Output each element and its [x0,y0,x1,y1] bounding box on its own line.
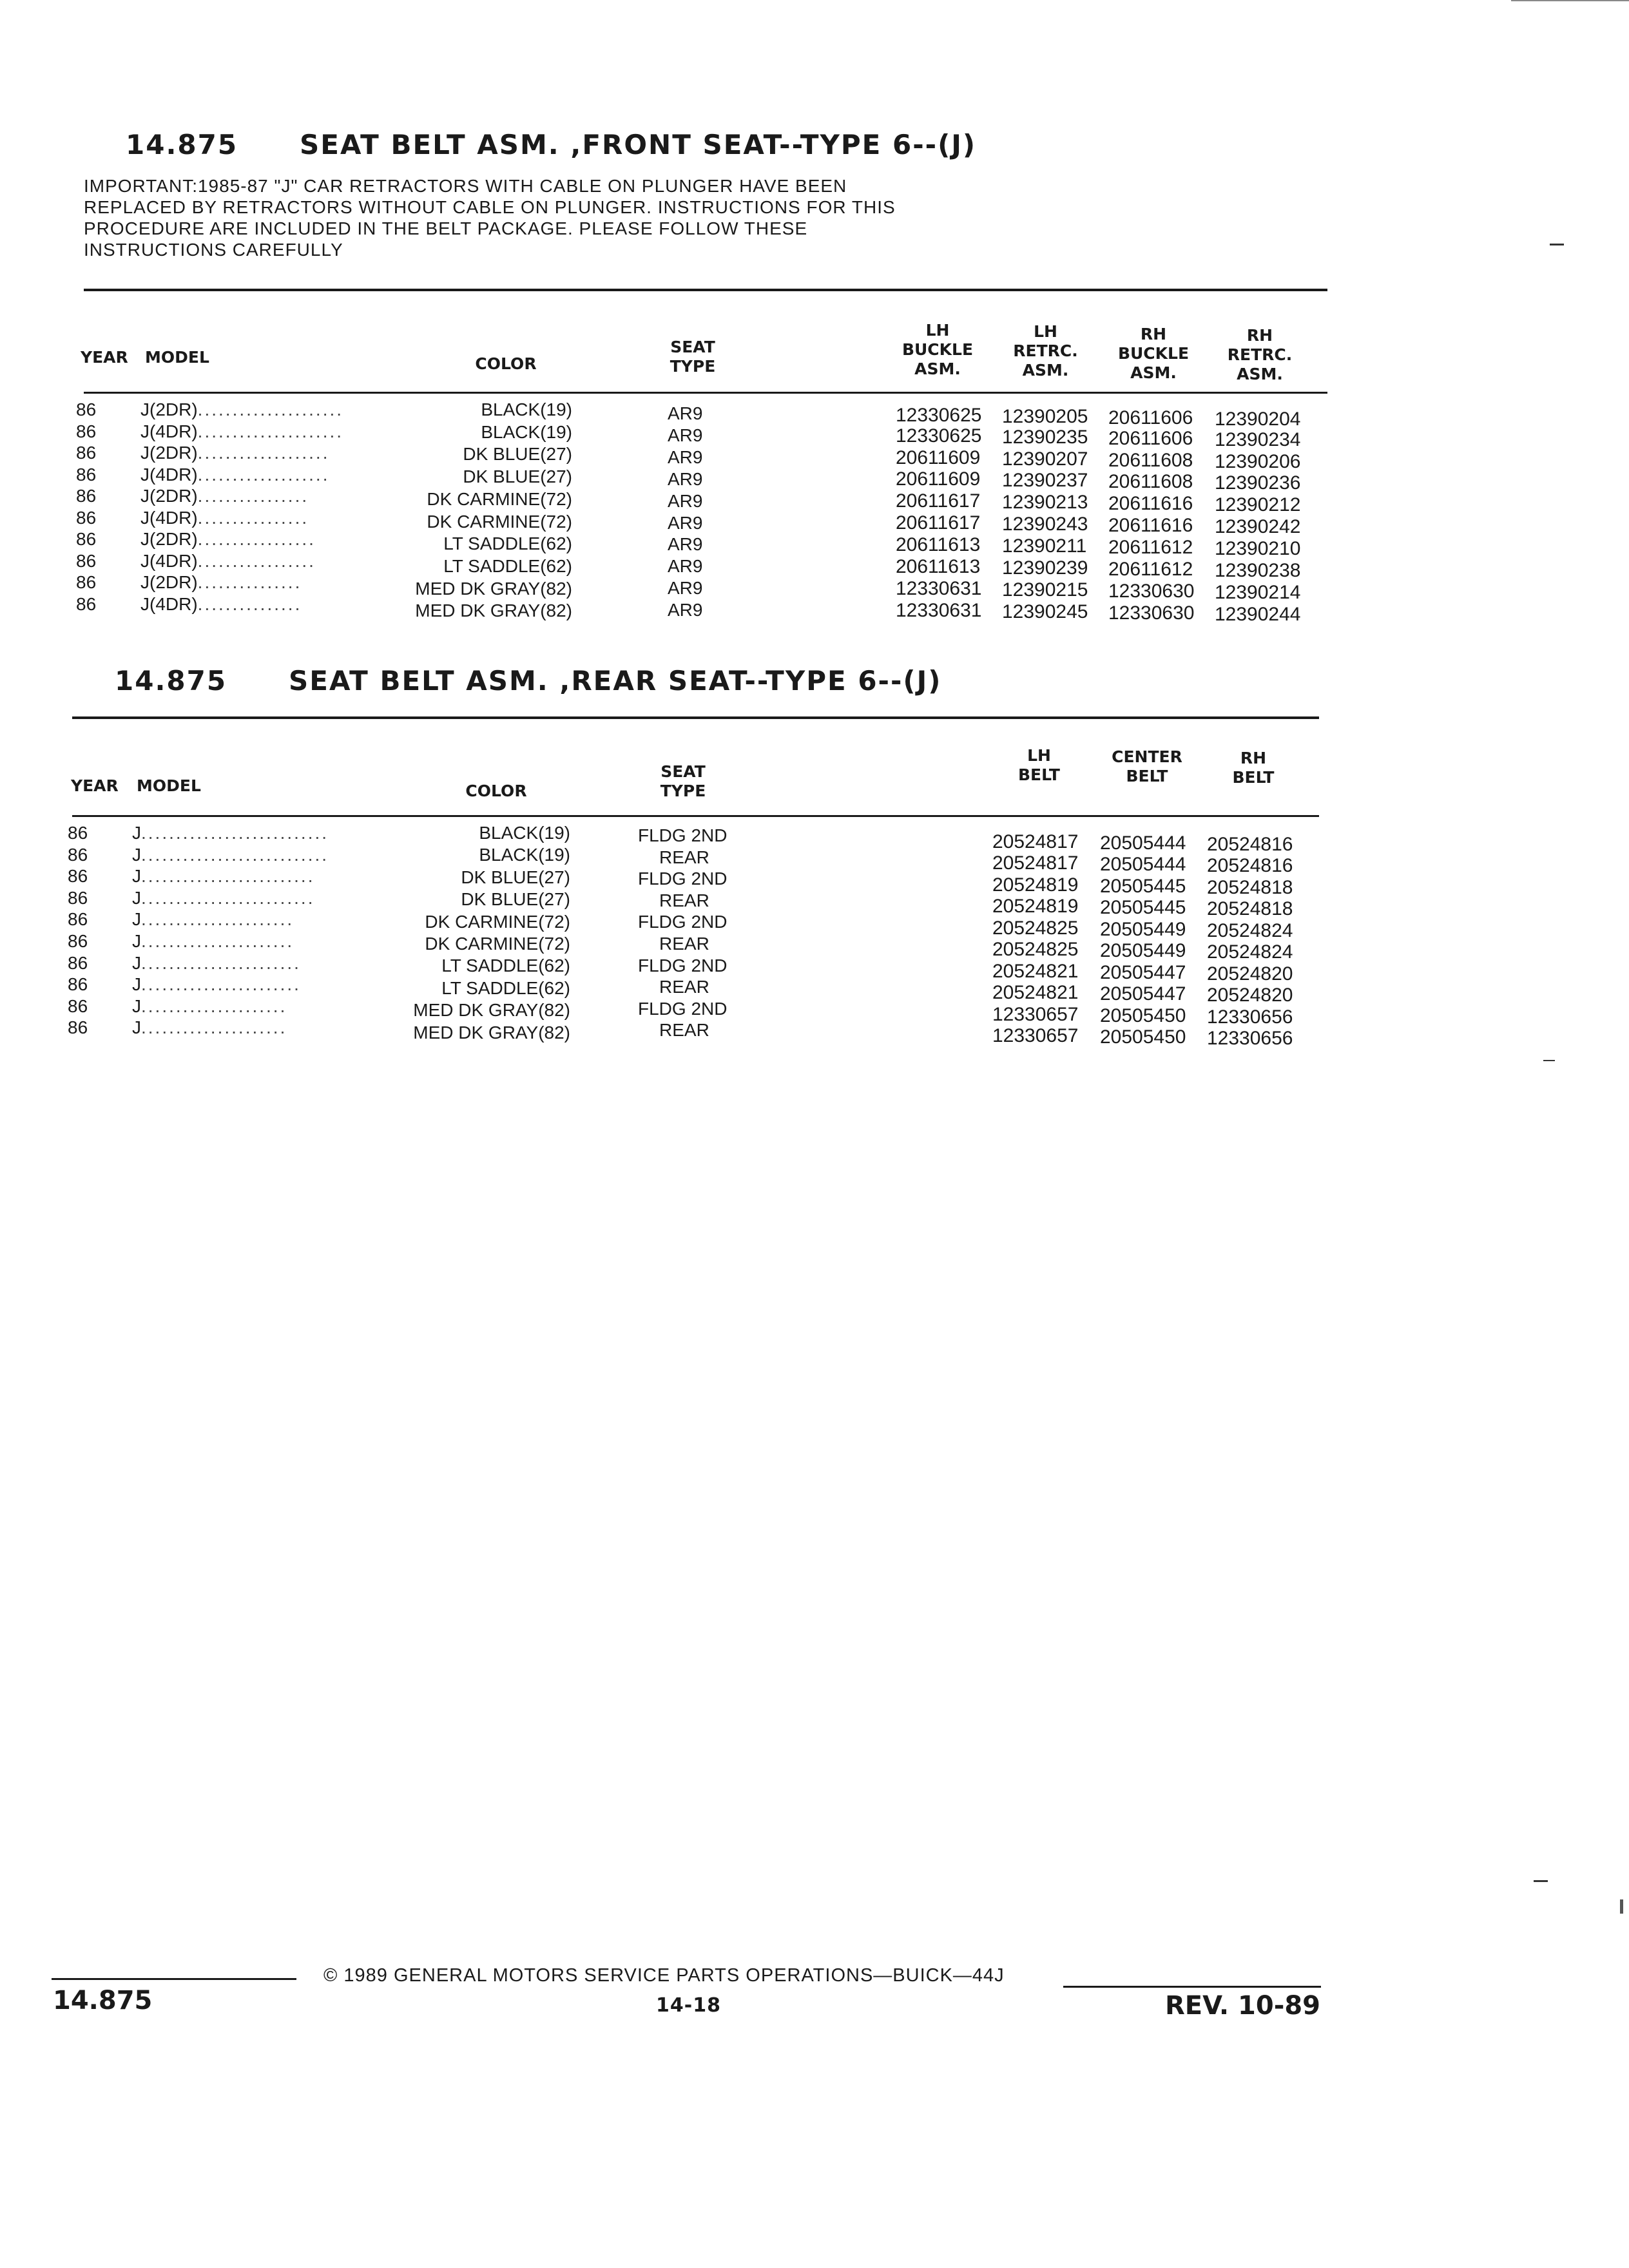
leader-dots: ................ [197,486,309,506]
leader-dots: ........................... [141,823,329,843]
model-label: J [132,1017,141,1038]
model-cell [132,866,314,887]
year-cell: 86 [68,974,88,995]
color-cell: LT SADDLE(62) [441,956,570,976]
lh-retrc-cell: 12390235 [1002,427,1088,448]
lh-buckle-cell: 20611613 [896,534,981,555]
year-cell: 86 [68,866,88,887]
front-section-title [126,129,976,160]
rear-header-rh-belt-line1: RH [1240,749,1267,767]
footer-page-number: 14-18 [656,1994,721,2017]
model-cell [132,974,301,995]
top-right-scan-line [1511,0,1629,1]
year-cell: 86 [76,529,97,549]
rh-retrc-cell: 12390242 [1215,516,1301,537]
model-cell [132,909,294,930]
model-label: J [132,931,141,951]
rh-retrc-cell: 12390204 [1215,408,1301,430]
front-header-lh-buckle-line2: BUCKLE [901,340,974,359]
year-cell: 86 [68,823,88,843]
front-header-rh-retrc-line2: RETRC. [1227,345,1293,364]
seat-type-cell: AR9 [668,490,703,511]
front-header-lh-buckle [883,321,992,379]
front-header-lh-retrc-line3: ASM. [1022,361,1069,380]
lh-belt-cell: 20524821 [992,961,1079,982]
rear-section-heading: SEAT BELT ASM. ,REAR SEAT--TYPE 6--(J) [289,665,942,697]
model-cell [140,508,309,528]
leader-dots: ................. [197,529,316,549]
seat-type-cell: REAR [659,977,709,997]
rh-belt-cell: 20524820 [1207,963,1293,985]
rear-header-seat-line1: SEAT [660,762,706,781]
rh-buckle-cell: 20611606 [1108,428,1193,449]
lh-belt-cell: 20524821 [992,982,1079,1003]
model-cell [140,529,316,550]
rear-header-model: MODEL [137,776,201,795]
leader-dots: ....................... [141,974,301,995]
seat-type-cell: AR9 [668,556,703,577]
lh-belt-cell: 20524819 [992,874,1079,896]
front-header-seat-type [644,338,741,376]
year-cell: 86 [76,593,97,614]
leader-dots: ......................... [141,866,315,887]
lh-buckle-cell: 20611609 [896,468,981,490]
model-cell [140,551,316,572]
front-header-rh-retrc-line1: RH [1246,326,1273,345]
lh-retrc-cell: 12390215 [1002,579,1088,601]
model-label: J(2DR) [140,572,198,592]
model-cell [140,399,343,420]
rear-table-header-rule [72,815,1319,817]
lh-retrc-cell: 12390245 [1002,601,1088,622]
leader-dots: ..................... [197,421,344,441]
rh-belt-cell: 20524820 [1207,985,1293,1006]
model-cell [140,572,302,593]
model-label: J [132,995,141,1016]
year-cell: 86 [68,1017,88,1038]
leader-dots: ................ [197,507,309,528]
model-cell [132,996,287,1017]
margin-mark [1550,244,1564,245]
center-belt-cell: 20505449 [1100,919,1186,940]
color-cell: DK CARMINE(72) [425,911,570,932]
seat-type-cell: AR9 [668,534,703,555]
seat-type-cell: FLDG 2ND [638,869,728,889]
front-table-header-rule [84,392,1327,394]
model-cell [132,1017,287,1038]
rear-header-lh-belt-line1: LH [1027,746,1051,765]
model-cell [140,486,309,506]
important-note [84,175,896,260]
rh-retrc-cell: 12390214 [1215,582,1301,603]
rh-belt-cell: 12330656 [1207,1006,1293,1028]
rh-buckle-cell: 20611606 [1108,407,1193,428]
front-header-rh-retrc [1205,326,1315,384]
leader-dots: ...................... [141,931,294,951]
model-cell [140,465,329,485]
seat-type-cell: AR9 [668,468,703,489]
front-header-rh-buckle [1099,325,1208,383]
year-cell: 86 [68,952,88,973]
rh-retrc-cell: 12390206 [1215,451,1301,472]
rh-belt-cell: 20524824 [1207,920,1293,941]
front-header-color: COLOR [475,354,537,373]
center-belt-cell: 20505450 [1100,1005,1186,1026]
model-label: J(4DR) [140,421,198,441]
rear-section-number: 14.875 [115,665,227,697]
seat-type-cell: FLDG 2ND [638,955,728,975]
year-cell: 86 [76,421,97,441]
rear-header-lh-belt-line2: BELT [1018,765,1060,784]
color-cell: DK CARMINE(72) [425,934,570,954]
front-header-lh-buckle-line3: ASM. [914,360,961,378]
lh-retrc-cell: 12390205 [1002,406,1088,427]
leader-dots: ........................... [141,844,329,865]
center-belt-cell: 20505444 [1100,832,1186,854]
rh-retrc-cell: 12390210 [1215,538,1301,559]
leader-dots: ..................... [141,995,287,1016]
leader-dots: ............... [197,572,302,592]
lh-buckle-cell: 20611613 [896,556,981,577]
model-label: J [132,823,141,843]
lh-retrc-cell: 12390207 [1002,448,1088,470]
model-label: J(2DR) [140,443,198,463]
model-cell [132,931,294,952]
rh-retrc-cell: 12390236 [1215,472,1301,494]
lh-retrc-cell: 12390213 [1002,492,1088,513]
seat-type-cell: REAR [659,934,709,954]
leader-dots: ......................... [141,887,315,908]
year-cell: 86 [68,887,88,908]
year-cell: 86 [76,443,97,463]
year-cell: 86 [76,550,97,571]
rear-header-center-belt [1095,747,1199,786]
center-belt-cell: 20505444 [1100,854,1186,875]
seat-type-cell: AR9 [668,425,703,445]
center-belt-cell: 20505445 [1100,876,1186,897]
year-cell: 86 [76,572,97,592]
front-header-rh-buckle-line2: BUCKLE [1117,344,1190,363]
lh-belt-cell: 20524819 [992,896,1079,917]
seat-type-cell: AR9 [668,512,703,533]
model-label: J [132,974,141,995]
color-cell: MED DK GRAY(82) [413,1000,570,1021]
front-header-year: YEAR [81,348,128,367]
front-header-rh-buckle-line1: RH [1140,325,1167,343]
front-table-top-rule [84,289,1327,291]
front-header-lh-retrc-line1: LH [1034,322,1057,341]
color-cell: MED DK GRAY(82) [413,1022,570,1043]
rear-header-lh-belt [992,746,1086,785]
leader-dots: ............... [197,593,302,614]
rh-buckle-cell: 12330630 [1108,581,1195,602]
lh-buckle-cell: 12330631 [896,578,982,599]
rh-belt-cell: 20524816 [1207,834,1293,855]
rear-header-year: YEAR [71,776,119,795]
year-cell: 86 [76,507,97,528]
model-label: J [132,887,141,908]
leader-dots: ................. [197,550,316,571]
model-cell [132,953,301,974]
rear-header-color: COLOR [465,782,527,800]
lh-buckle-cell: 20611609 [896,447,981,468]
front-header-model: MODEL [145,348,209,367]
seat-type-cell: AR9 [668,447,703,467]
model-label: J [132,909,141,930]
rh-retrc-cell: 12390234 [1215,429,1301,450]
lh-retrc-cell: 12390237 [1002,470,1088,491]
year-cell: 86 [76,486,97,506]
seat-type-cell: REAR [659,890,709,910]
color-cell: DK BLUE(27) [463,466,572,487]
model-label: J [132,866,141,887]
year-cell: 86 [76,399,97,419]
leader-dots: ..................... [197,399,344,419]
front-section-heading: SEAT BELT ASM. ,FRONT SEAT--TYPE 6--(J) [300,129,977,160]
front-header-seat-line2: TYPE [670,357,716,376]
lh-buckle-cell: 12330625 [896,425,982,447]
model-cell [140,421,343,442]
lh-belt-cell: 20524817 [992,831,1079,852]
leader-dots: ....................... [141,952,301,973]
front-header-rh-retrc-line3: ASM. [1237,365,1283,383]
lh-belt-cell: 20524825 [992,939,1079,960]
rear-header-center-belt-line1: CENTER [1112,747,1182,766]
color-cell: LT SADDLE(62) [441,977,570,998]
front-header-lh-buckle-line1: LH [925,321,950,340]
rh-retrc-cell: 12390238 [1215,560,1301,581]
rear-header-center-belt-line2: BELT [1126,767,1168,785]
color-cell: MED DK GRAY(82) [415,578,572,599]
color-cell: LT SADDLE(62) [443,555,572,576]
margin-mark [1620,1899,1623,1914]
color-cell: DK BLUE(27) [461,889,570,910]
seat-type-cell: FLDG 2ND [638,912,728,932]
leader-dots: ..................... [141,1017,287,1038]
center-belt-cell: 20505445 [1100,897,1186,918]
leader-dots: ................... [197,443,330,463]
seat-type-cell: AR9 [668,578,703,599]
front-header-lh-retrc [992,322,1099,380]
leader-dots: ...................... [141,909,294,930]
lh-belt-cell: 12330657 [992,1025,1079,1046]
model-cell [132,888,314,908]
lh-retrc-cell: 12390243 [1002,514,1088,535]
leader-dots: ................... [197,464,330,485]
seat-type-cell: AR9 [668,403,703,423]
color-cell: BLACK(19) [479,823,570,843]
center-belt-cell: 20505447 [1100,983,1186,1004]
rh-belt-cell: 12330656 [1207,1028,1293,1049]
color-cell: BLACK(19) [479,845,570,865]
seat-type-cell: FLDG 2ND [638,998,728,1019]
front-header-rh-buckle-line3: ASM. [1130,363,1177,382]
note-line: IMPORTANT:1985-87 "J" CAR RETRACTORS WITH CABLE ON PLUNGER HAVE BEEN [84,176,847,196]
footer-revision: REV. 10-89 [1165,1991,1320,2021]
lh-belt-cell: 20524825 [992,918,1079,939]
footer-copyright: © 1989 GENERAL MOTORS SERVICE PARTS OPERATIONS—BUICK—44J [323,1965,1005,1986]
rh-buckle-cell: 20611608 [1108,471,1193,492]
model-label: J(2DR) [140,486,198,506]
rear-header-seat-type [635,762,731,801]
rh-buckle-cell: 20611616 [1108,493,1193,514]
footer-section-number: 14.875 [53,1986,153,2015]
model-cell [132,823,329,843]
lh-buckle-cell: 12330625 [896,405,982,426]
model-label: J(4DR) [140,464,198,485]
center-belt-cell: 20505447 [1100,962,1186,983]
color-cell: LT SADDLE(62) [443,533,572,554]
lh-belt-cell: 12330657 [992,1004,1079,1025]
year-cell: 86 [68,995,88,1016]
note-line: REPLACED BY RETRACTORS WITHOUT CABLE ON PLUNGER. INSTRUCTIONS FOR THIS [84,197,896,217]
margin-mark [1543,1060,1555,1061]
rear-header-seat-line2: TYPE [660,782,706,800]
color-cell: MED DK GRAY(82) [415,601,572,621]
lh-buckle-cell: 20611617 [896,490,981,512]
seat-type-cell: REAR [659,847,709,867]
lh-buckle-cell: 12330631 [896,600,982,621]
footer-right-rule [1063,1986,1321,1988]
model-label: J(4DR) [140,507,198,528]
lh-buckle-cell: 20611617 [896,512,981,533]
color-cell: DK BLUE(27) [461,867,570,887]
model-label: J(2DR) [140,529,198,549]
color-cell: DK BLUE(27) [463,444,572,465]
footer-left-rule [52,1978,296,1980]
lh-retrc-cell: 12390211 [1002,535,1087,557]
rear-header-rh-belt-line2: BELT [1232,768,1275,787]
year-cell: 86 [68,909,88,930]
rh-buckle-cell: 20611612 [1108,537,1193,558]
model-cell [132,845,329,865]
year-cell: 86 [68,931,88,951]
note-line: PROCEDURE ARE INCLUDED IN THE BELT PACKAGE. PLEASE FOLLOW THESE [84,218,808,238]
rh-retrc-cell: 12390212 [1215,494,1301,515]
rh-belt-cell: 20524818 [1207,898,1293,919]
front-section-number: 14.875 [126,129,238,160]
color-cell: BLACK(19) [481,421,572,442]
center-belt-cell: 20505449 [1100,940,1186,961]
front-header-seat-line1: SEAT [670,338,715,356]
seat-type-cell: AR9 [668,600,703,620]
model-label: J [132,952,141,973]
rh-retrc-cell: 12390244 [1215,604,1301,625]
rear-header-rh-belt [1211,749,1295,787]
note-line: INSTRUCTIONS CAREFULLY [84,240,343,260]
rear-section-title [115,665,941,697]
rh-belt-cell: 20524818 [1207,877,1293,898]
rh-buckle-cell: 20611612 [1108,559,1193,580]
model-cell [140,443,329,463]
center-belt-cell: 20505450 [1100,1026,1186,1048]
rh-belt-cell: 20524824 [1207,941,1293,963]
color-cell: DK CARMINE(72) [427,511,572,532]
seat-type-cell: REAR [659,1020,709,1041]
model-label: J [132,844,141,865]
color-cell: DK CARMINE(72) [427,488,572,509]
lh-belt-cell: 20524817 [992,852,1079,874]
rh-buckle-cell: 20611608 [1108,450,1193,471]
model-label: J(4DR) [140,550,198,571]
rear-table-top-rule [72,716,1319,719]
seat-type-cell: FLDG 2ND [638,825,728,845]
year-cell: 86 [68,844,88,865]
model-label: J(4DR) [140,593,198,614]
margin-mark [1534,1880,1548,1882]
color-cell: BLACK(19) [481,399,572,419]
rh-buckle-cell: 12330630 [1108,602,1195,624]
model-cell [140,594,302,615]
year-cell: 86 [76,464,97,485]
model-label: J(2DR) [140,399,198,419]
front-header-lh-retrc-line2: RETRC. [1013,341,1078,360]
rh-buckle-cell: 20611616 [1108,515,1193,536]
rh-belt-cell: 20524816 [1207,855,1293,876]
lh-retrc-cell: 12390239 [1002,557,1088,579]
